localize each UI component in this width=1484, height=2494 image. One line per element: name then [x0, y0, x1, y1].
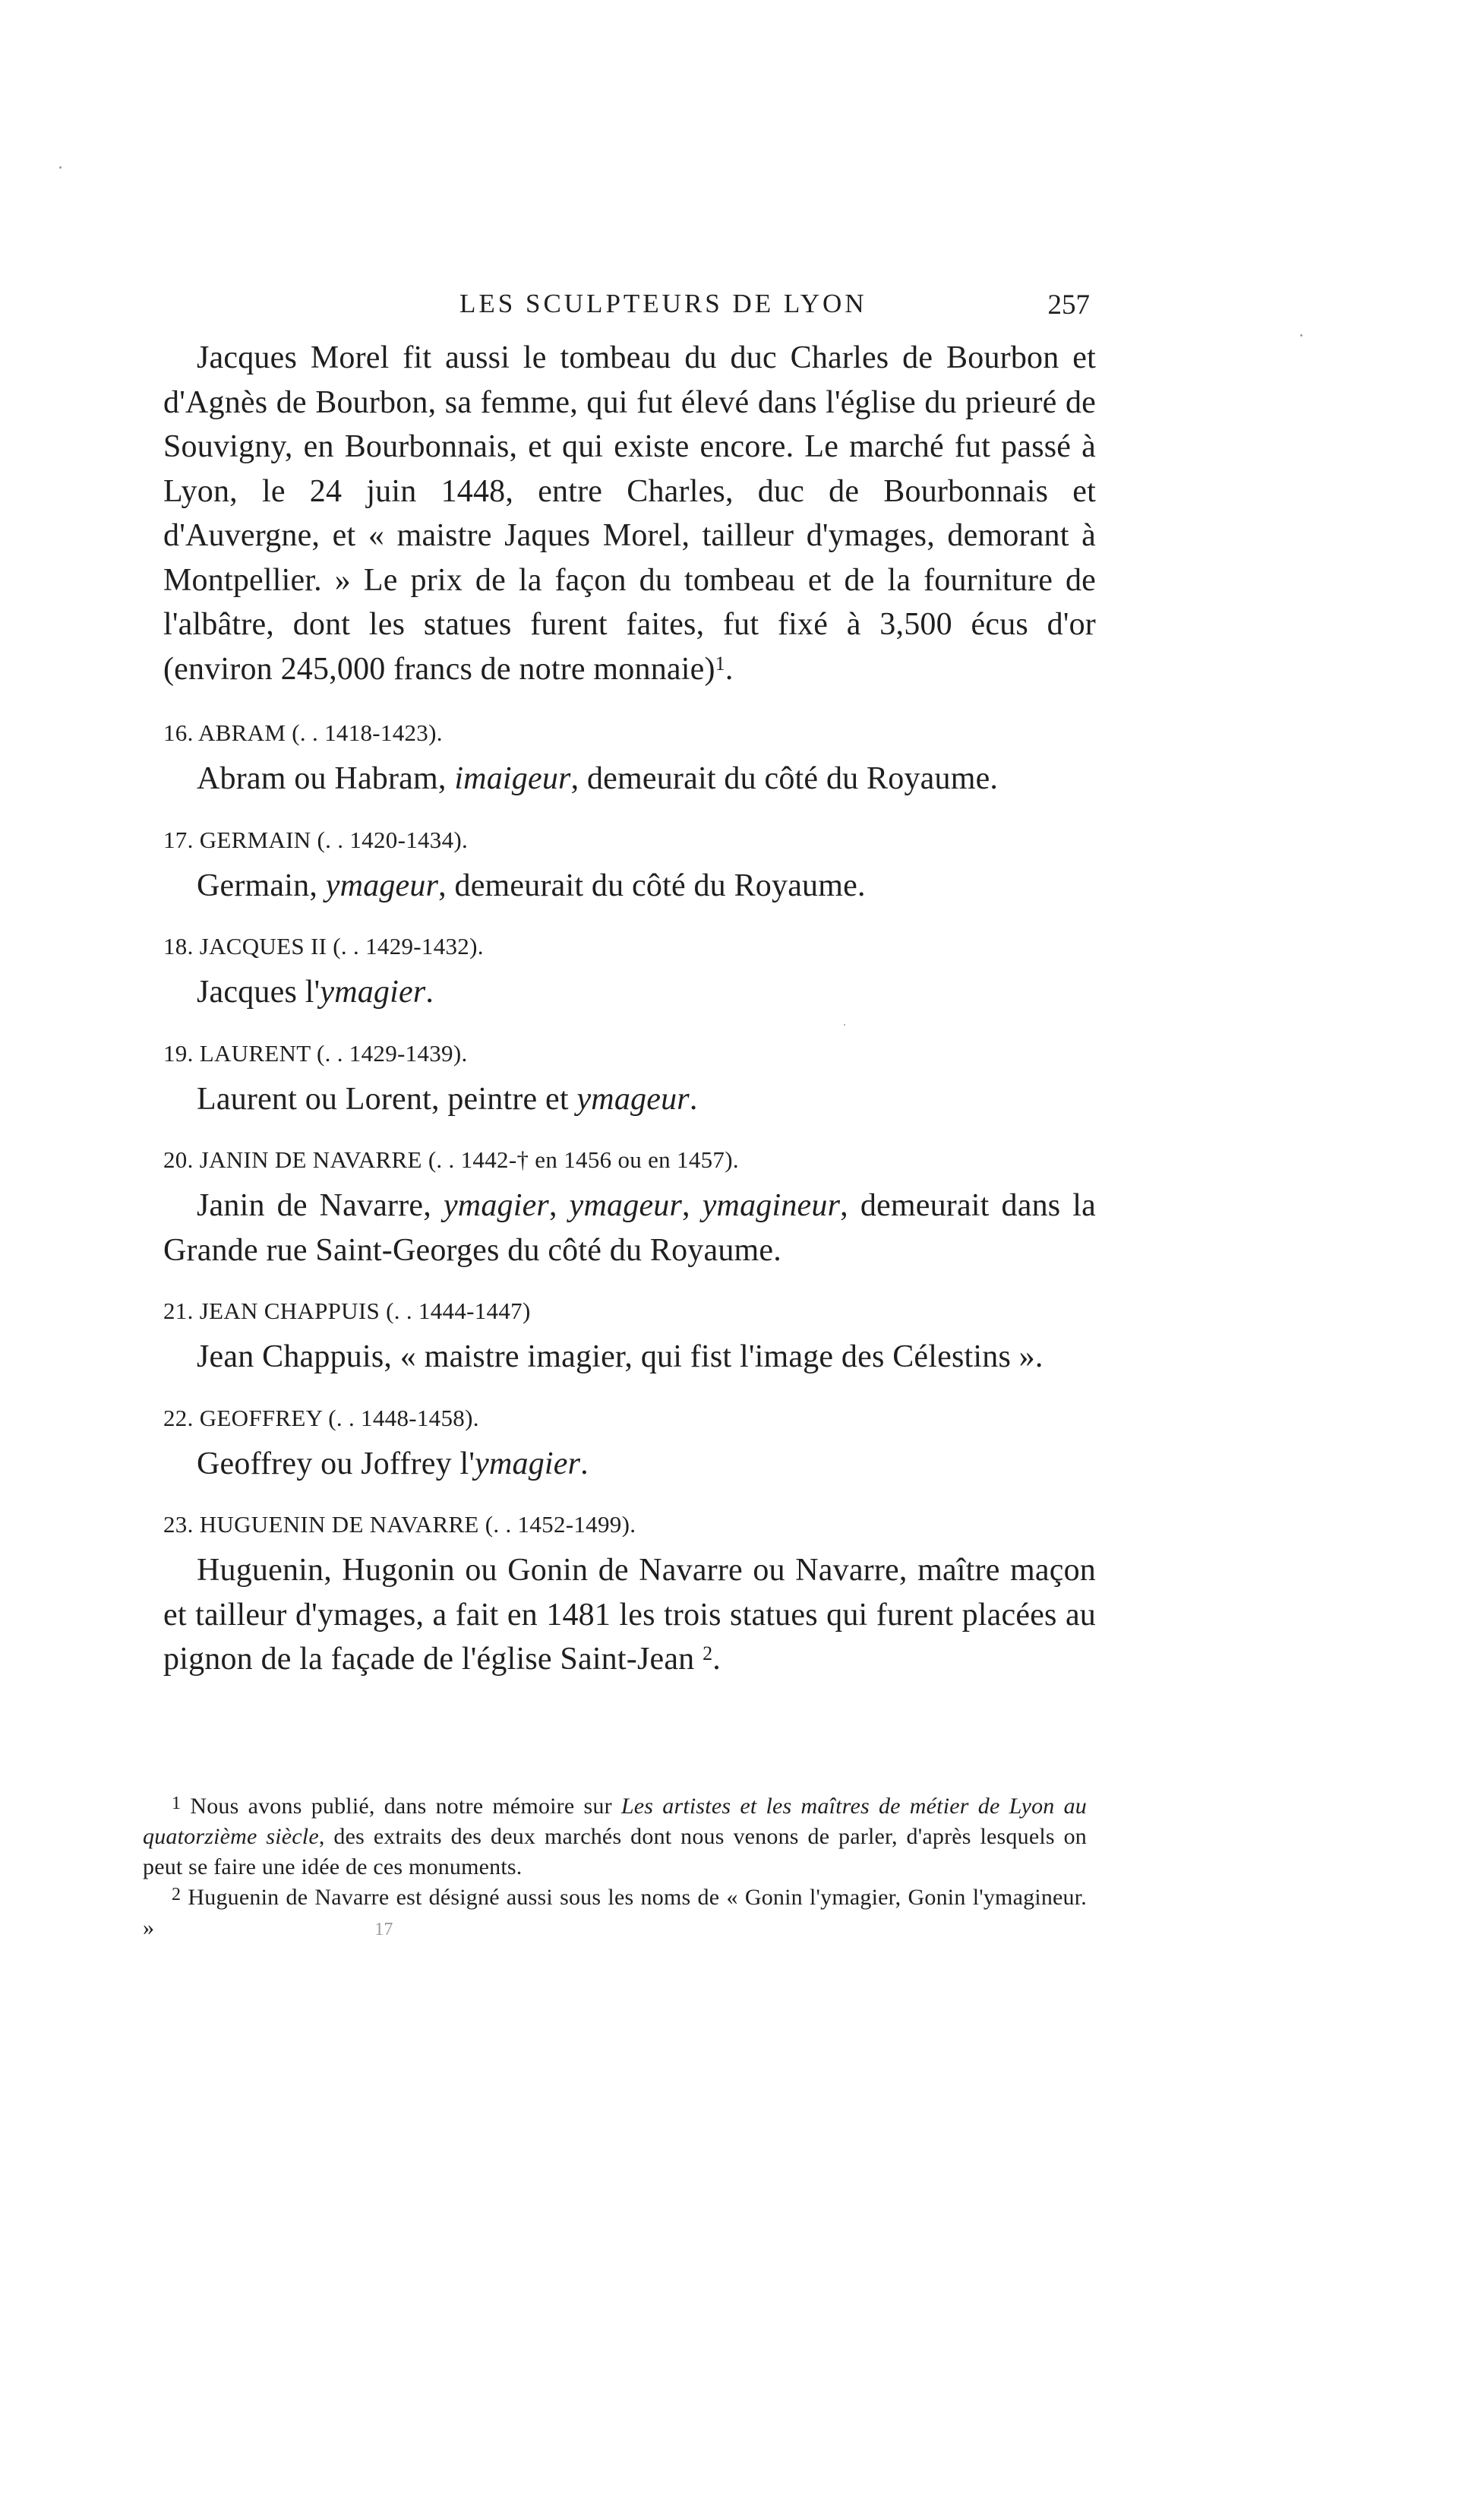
- running-header: [194, 289, 1090, 334]
- entry-text: Jean Chappuis, « maistre imagier, qui fist l'image des Célestins ».: [197, 1339, 1044, 1374]
- page-number: 257: [1047, 289, 1090, 321]
- entry-text-part: .: [689, 1081, 698, 1117]
- footnote-number: 2: [172, 1885, 182, 1904]
- footnote-text: Huguenin de Navarre est désigné aussi sous les noms de « Gonin l'ymagier, Gonin l'ymagineur. »: [143, 1885, 1087, 1940]
- entry-text-part: Huguenin, Hugonin ou Gonin de Navarre ou Navarre, maître maçon et tailleur d'ymages, a fait en 1481 les trois statues qui furent placées au pignon de la façade de l'église Saint-Jean: [163, 1553, 1096, 1677]
- entry-text-part: Geoffrey ou Joffrey l': [197, 1446, 475, 1481]
- entry-text-part: Janin de Navarre,: [197, 1188, 444, 1223]
- footnote-1: [143, 1791, 1087, 1882]
- entry-name: JACQUES II: [199, 933, 327, 959]
- entry-term: ymageur: [569, 1188, 683, 1223]
- page-body: [163, 336, 1096, 1682]
- entry-text-part: ,: [682, 1188, 703, 1223]
- entry-text: [163, 1077, 1096, 1122]
- entry-name: JEAN CHAPPUIS: [199, 1298, 380, 1324]
- entry-19: [163, 1038, 1096, 1122]
- entry-text: [163, 1184, 1096, 1272]
- entry-text-part: , demeurait du côté du Royaume.: [570, 761, 999, 796]
- entry-text-part: Jacques l': [197, 975, 320, 1010]
- running-title: LES SCULPTEURS DE LYON: [459, 289, 867, 318]
- entry-number: 23.: [163, 1511, 194, 1538]
- entry-heading: [163, 717, 1096, 749]
- entry-dates: (. . 1452-1499).: [485, 1511, 636, 1538]
- entry-22: [163, 1402, 1096, 1487]
- entry-term: ymagier: [443, 1188, 549, 1223]
- entry-dates: (. . 1442-† en 1456 ou en 1457).: [428, 1146, 739, 1173]
- entry-dates: (. . 1420-1434).: [317, 826, 469, 853]
- entry-text-part: ,: [548, 1188, 570, 1223]
- entry-heading: [163, 1038, 1096, 1070]
- entry-16: [163, 717, 1096, 801]
- entry-text-part: .: [712, 1642, 721, 1677]
- intro-paragraph: [163, 336, 1096, 691]
- entry-text: [163, 864, 1096, 909]
- scan-speck: [1300, 334, 1302, 337]
- entry-text-part: , demeurait dans la Grande rue Saint-Georges du côté du Royaume.: [163, 1188, 1096, 1268]
- entry-heading: [163, 931, 1096, 963]
- entry-17: [163, 824, 1096, 909]
- entry-number: 21.: [163, 1298, 194, 1324]
- footnote-text: , des extraits des deux marchés dont nous venons de parler, d'après lesquels on peut se faire une idée de ces monuments.: [143, 1824, 1087, 1879]
- entry-dates: (. . 1418-1423).: [292, 719, 443, 746]
- entry-text-part: .: [425, 975, 434, 1010]
- footnote-2: [143, 1882, 1087, 1945]
- entry-21: [163, 1295, 1096, 1380]
- entry-text-part: Abram ou Habram,: [197, 761, 455, 796]
- entry-name: JANIN DE NAVARRE: [199, 1146, 422, 1173]
- entry-term: imaigeur: [454, 761, 571, 796]
- entry-20: [163, 1144, 1096, 1272]
- entry-term: ymageur: [576, 1081, 690, 1117]
- entry-text: [163, 1442, 1096, 1487]
- entry-23: [163, 1509, 1096, 1682]
- entry-number: 18.: [163, 933, 194, 959]
- entry-name: GEOFFREY: [199, 1404, 323, 1431]
- footnotes: [143, 1791, 1087, 1945]
- entry-dates: (. . 1444-1447): [386, 1298, 531, 1324]
- entry-term: ymageur: [325, 868, 439, 903]
- entry-term: ymagier: [475, 1446, 581, 1481]
- footnote-text: Nous avons publié, dans notre mémoire sur: [190, 1794, 621, 1819]
- entry-number: 16.: [163, 719, 194, 746]
- entry-text: [163, 757, 1096, 801]
- footnote-trailing-mark: 17: [374, 1920, 393, 1939]
- entry-term: ymagier: [320, 975, 426, 1010]
- entry-text-part: .: [580, 1446, 589, 1481]
- entry-text-part: Laurent ou Lorent, peintre et: [197, 1081, 577, 1117]
- entry-number: 17.: [163, 826, 194, 853]
- entry-text-part: Germain,: [197, 868, 326, 903]
- entry-name: GERMAIN: [199, 826, 311, 853]
- entry-term: ymagineur: [702, 1188, 841, 1223]
- entry-heading: [163, 1402, 1096, 1434]
- intro-text: Jacques Morel fit aussi le tombeau du duc Charles de Bourbon et d'Agnès de Bourbon, sa femme, qui fut élevé dans l'église du prieuré de Souvigny, en Bourbonnais, et qui existe encore. Le marché fut passé à Lyon, le 24 juin 1448, entre Charles, duc de Bourbonnais et d'Auvergne, et « maistre Jaques Morel, tailleur d'ymages, demorant à Montpellier. » Le prix de la façon du tombeau et de la fourniture de l'albâtre, dont les statues furent faites, fut fixé à 3,500 écus d'or (environ 245,000 francs de notre monnaie): [163, 340, 1096, 687]
- entry-dates: (. . 1429-1432).: [333, 933, 484, 959]
- entry-number: 20.: [163, 1146, 194, 1173]
- entry-heading: [163, 1144, 1096, 1176]
- footnote-marker: 1: [715, 652, 725, 675]
- footnote-number: 1: [172, 1794, 182, 1813]
- entry-number: 19.: [163, 1039, 194, 1067]
- scan-speck: [59, 166, 62, 169]
- footnote-marker: 2: [703, 1642, 713, 1664]
- entry-heading: [163, 1509, 1096, 1541]
- entry-dates: (. . 1448-1458).: [328, 1404, 479, 1431]
- entry-dates: (. . 1429-1439).: [316, 1039, 468, 1067]
- entry-text: [163, 970, 1096, 1015]
- intro-end: .: [725, 651, 734, 687]
- entry-18: [163, 931, 1096, 1015]
- entry-number: 22.: [163, 1404, 194, 1431]
- entry-text: [163, 1548, 1096, 1682]
- footnote-title: Les artistes et les maîtres de métier de Lyon au quatorzième siècle: [143, 1794, 1087, 1849]
- entry-name: LAURENT: [199, 1039, 311, 1067]
- entry-heading: [163, 1295, 1096, 1327]
- entry-text-part: , demeurait du côté du Royaume.: [438, 868, 866, 903]
- entry-name: HUGUENIN DE NAVARRE: [199, 1511, 479, 1538]
- entry-heading: [163, 824, 1096, 856]
- entry-name: ABRAM: [198, 719, 286, 746]
